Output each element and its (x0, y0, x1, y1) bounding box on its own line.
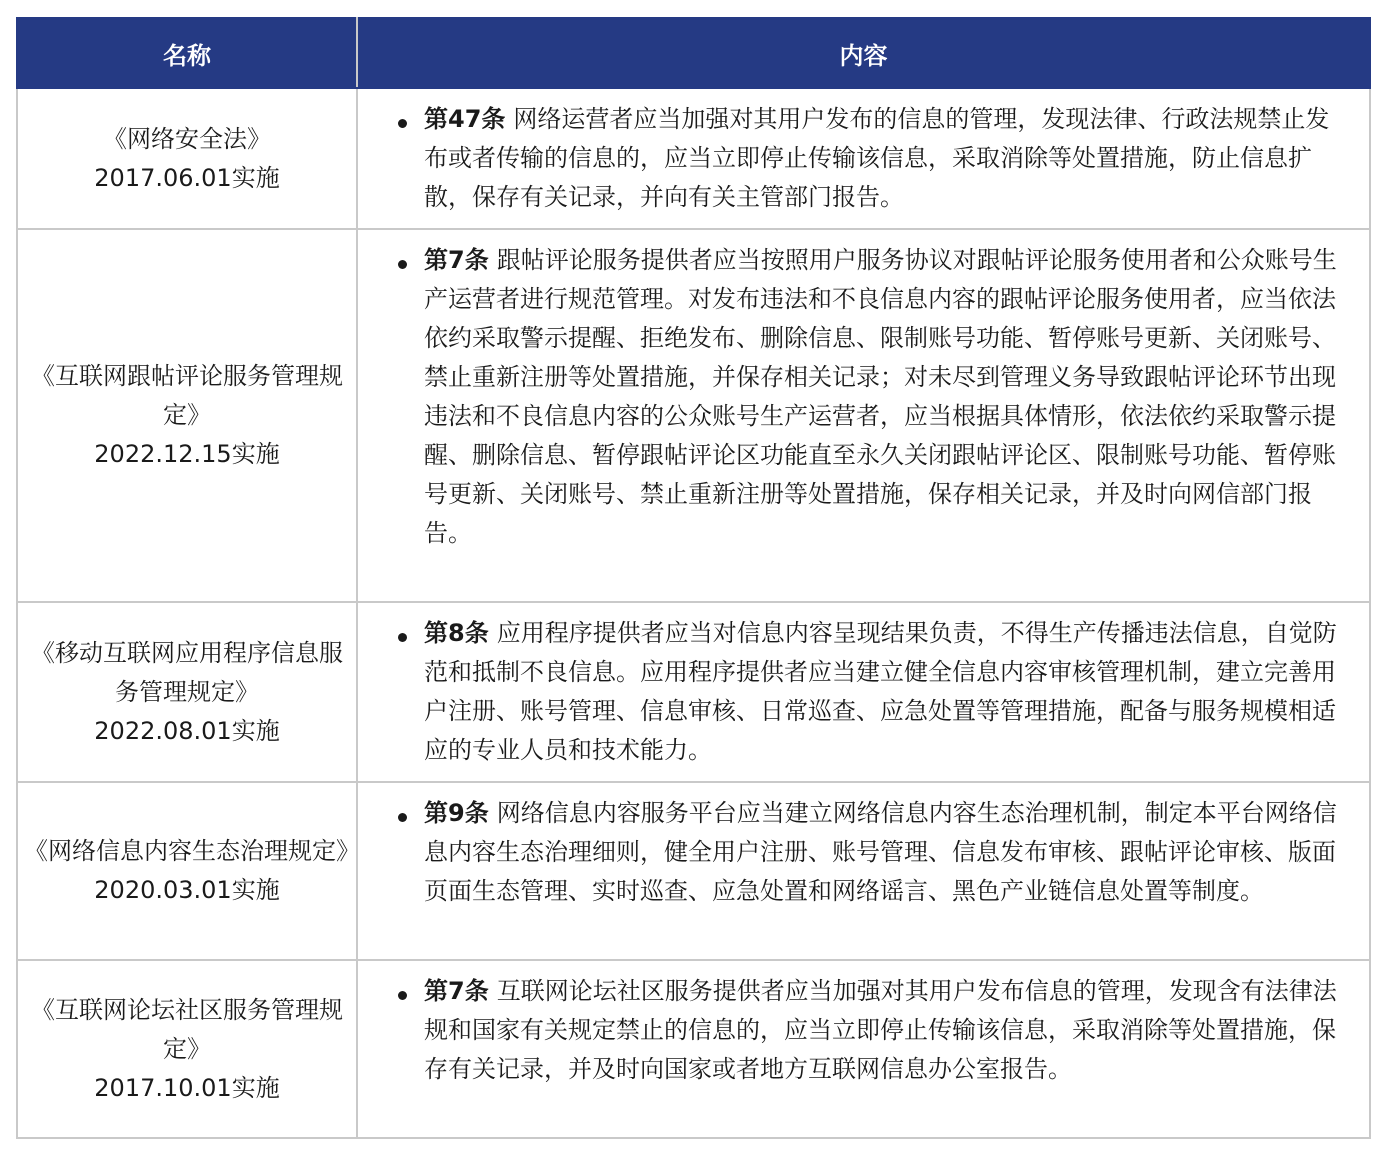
law-title: 《网络安全法》 (103, 124, 271, 153)
article-text: 网络运营者应当加强对其用户发布的信息的管理，发现法律、行政法规禁止发布或者传输的信息的，应当立即停止传输该信息，采取消除等处置措施，防止信息扩散，保存有关记录，并向有关主管部门报告。 (424, 105, 1330, 211)
law-name-cell (17, 960, 357, 1138)
law-title: 《互联网跟帖评论服务管理规定》 (31, 362, 343, 429)
law-effective-date: 2022.12.15实施 (94, 440, 280, 468)
law-effective-date: 2017.06.01实施 (94, 163, 280, 192)
law-content-cell (357, 602, 1370, 782)
law-effective-date: 2020.03.01实施 (94, 876, 280, 904)
law-name-cell (17, 88, 357, 229)
header-row (17, 18, 1370, 88)
table-row (17, 88, 1370, 229)
law-content-cell (357, 229, 1370, 602)
article-number: 第7条 (424, 977, 489, 1005)
article-number: 第47条 (424, 105, 506, 133)
article-number: 第8条 (424, 619, 489, 647)
law-name-cell (17, 602, 357, 782)
bullet-icon (398, 991, 407, 1000)
table-row (17, 782, 1370, 960)
article-text: 跟帖评论服务提供者应当按照用户服务协议对跟帖评论服务使用者和公众账号生产运营者进行规范管理。对发布违法和不良信息内容的跟帖评论服务使用者，应当依法依约采取警示提醒、拒绝发布、删除信息、限制账号功能、暂停账号更新、关闭账号、禁止重新注册等处置措施，并保存相关记录；对未尽到管理义务导致跟帖评论环节出现违法和不良信息内容的公众账号生产运营者，应当根据具体情形，依法依约采取警示提醒、删除信息、暂停跟帖评论区功能直至永久关闭跟帖评论区、限制账号功能、暂停账号更新、关闭账号、禁止重新注册等处置措施，保存相关记录，并及时向网信部门报告。 (424, 246, 1337, 547)
law-title: 《互联网论坛社区服务管理规定》 (31, 995, 343, 1063)
law-name-cell (17, 229, 357, 602)
law-effective-date: 2017.10.01实施 (94, 1073, 280, 1102)
table-header (17, 18, 1370, 88)
regulations-table-wrapper (16, 17, 1369, 1139)
law-title: 《移动互联网应用程序信息服务管理规定》 (31, 638, 343, 706)
article-text: 应用程序提供者应当对信息内容呈现结果负责，不得生产传播违法信息，自觉防范和抵制不良信息。应用程序提供者应当建立健全信息内容审核管理机制，建立完善用户注册、账号管理、信息审核、日常巡查、应急处置等管理措施，配备与服务规模相适应的专业人员和技术能力。 (424, 619, 1337, 764)
table-row (17, 229, 1370, 602)
article-number: 第7条 (424, 246, 489, 274)
law-content-cell (357, 782, 1370, 960)
law-content-cell (357, 88, 1370, 229)
law-title: 《网络信息内容生态治理规定》 (24, 837, 360, 865)
table-row (17, 960, 1370, 1138)
bullet-icon (398, 633, 407, 642)
table-row (17, 602, 1370, 782)
bullet-icon (398, 813, 407, 822)
table-body (17, 88, 1370, 1138)
regulations-table (16, 17, 1371, 1139)
article-text: 互联网论坛社区服务提供者应当加强对其用户发布信息的管理，发现含有法律法规和国家有关规定禁止的信息的，应当立即停止传输该信息，采取消除等处置措施，保存有关记录，并及时向国家或者地方互联网信息办公室报告。 (424, 977, 1337, 1083)
header-content: 内容 (357, 18, 1370, 88)
bullet-icon (398, 119, 407, 128)
header-name: 名称 (17, 18, 357, 88)
article-number: 第9条 (424, 799, 489, 827)
law-name-cell (17, 782, 360, 960)
law-effective-date: 2022.08.01实施 (94, 716, 280, 745)
law-content-cell (357, 960, 1370, 1138)
article-text: 网络信息内容服务平台应当建立网络信息内容生态治理机制，制定本平台网络信息内容生态治理细则，健全用户注册、账号管理、信息发布审核、跟帖评论审核、版面页面生态管理、实时巡查、应急处置和网络谣言、黑色产业链信息处置等制度。 (424, 799, 1337, 905)
bullet-icon (398, 260, 407, 269)
